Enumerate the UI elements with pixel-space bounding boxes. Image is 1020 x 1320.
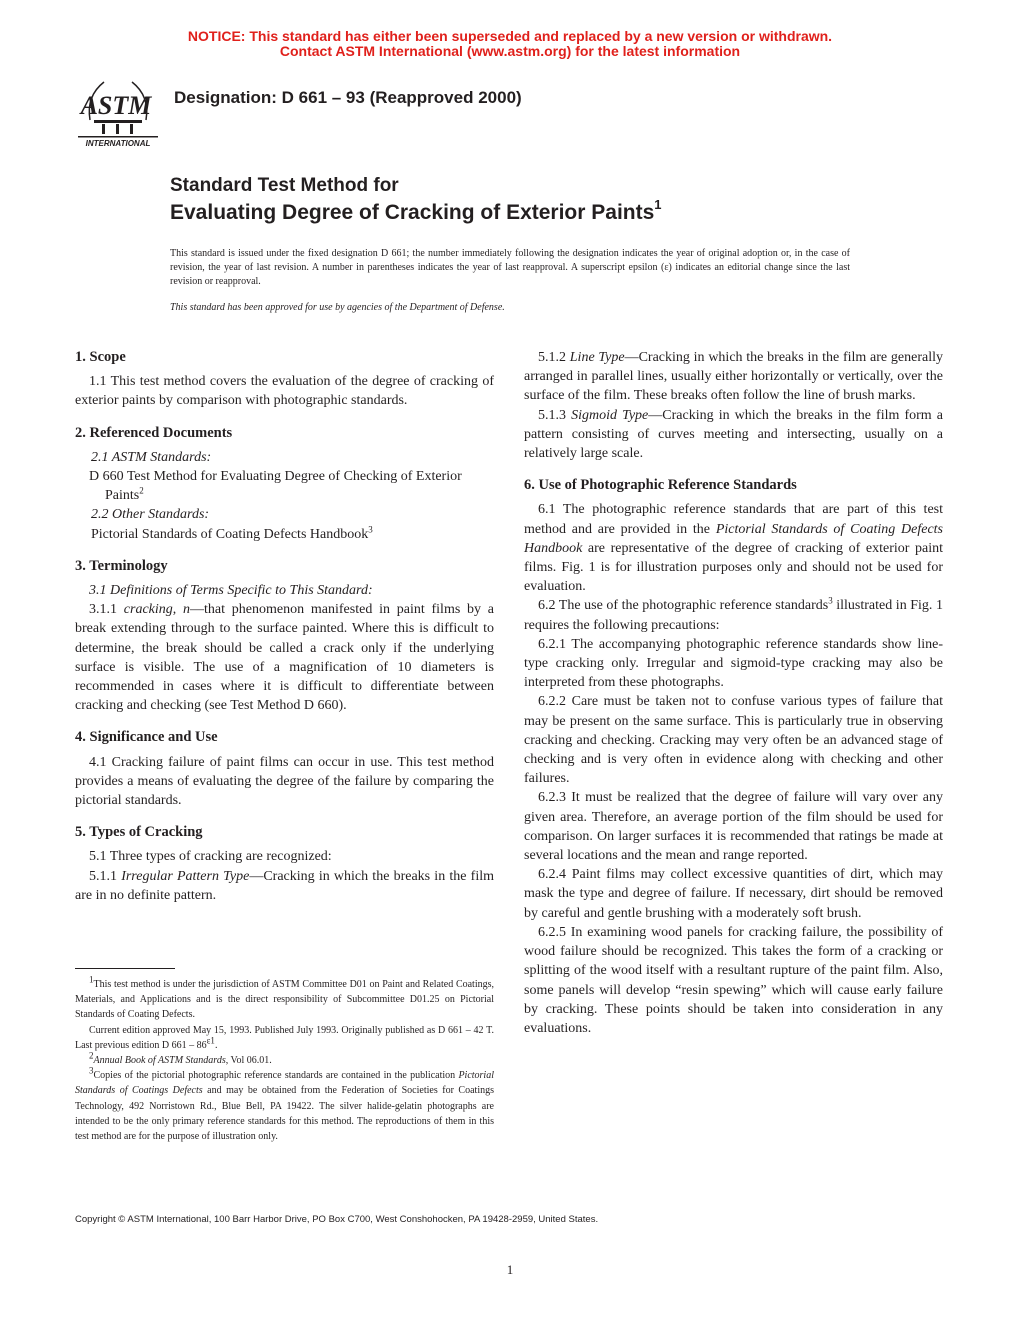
preface-dod: This standard has been approved for use by agencies of the Department of Defense. [170,302,505,313]
para-3-1-text: 3.1 Definitions of Terms Specific to This Standard: [89,583,373,599]
para-3-1-1: 3.1.1 cracking, n—that phenomenon manifested in paint films by a break extending through to the surface painted. Where this is difficult to determine, the break should be called a crack only if the underlying surface is visible. The use of a magnification of 10 diameters is recommended in cases where it is difficult to differentiate between cracking and checking (see Test Method D 660). [75,602,495,714]
para-5-1-2-num: 5.1.2 [538,350,566,365]
footnote-2-end: , Vol 06.01. [225,1055,272,1067]
para-6-1-b: are representative of the degree of cracking of exterior paint films. Fig. 1 is for illustration purposes only and should not be used for evaluation. [524,540,943,595]
ref-pictorial-sup: 3 [368,523,373,534]
label-other-standards [75,505,494,524]
para-5-1-1-name: Irregular Pattern Type [121,868,250,884]
footnote-1b-text: Current edition approved May 15, 1993. Published July 1993. Originally published as D 661 – 42 T. Last previous edition D 661 – 86 [75,1024,494,1051]
para-6-2-a: 6.2 The use of the photographic reference standards [538,598,829,614]
para-3-1 [75,581,494,600]
footnote-1-sup: 1 [89,974,94,985]
logo-text: ASTM [80,91,152,120]
para-5-1-3-num: 5.1.3 [538,407,566,423]
para-6-2-3: 6.2.3 It must be realized that the degree of failure will vary over any given area. Therefore, an average portion of the film should be used for comparison. On larger surfaces it is recommended that ratings be made at several locations and the mean and range reported. [524,790,943,864]
para-6-1 [524,500,943,596]
para-6-1-a: 6.1 The photographic reference standards that are part of this test method and are provided in the [524,502,943,537]
ref-d660-sup: 2 [139,485,144,496]
label-astm-standards [75,448,494,467]
designation: Designation: D 661 – 93 (Reapproved 2000) [174,88,522,107]
term-name: cracking [123,602,173,618]
heading-significance: 4. Significance and Use [75,729,218,746]
footnote-2 [75,1050,494,1068]
para-5-1-1-text: —Cracking in which the breaks in the film are in no definite pattern. [75,868,495,903]
footnote-2-italic: Annual Book of ASTM Standards [93,1055,226,1067]
notice-line-2: Contact ASTM International (www.astm.org) for the latest information [279,43,741,59]
footnote-1 [75,974,494,1023]
para-5-1-3-text: —Cracking in which the breaks in the film form a pattern consisting of curves meeting and intersecting, usually on a relatively large scale. [524,407,943,462]
para-6-2-4: 6.2.4 Paint films may collect excessive quantities of dirt, which may mask the type and degree of failure. If necessary, dirt should be removed by careful and gentle brushing with a moderately soft brush. [524,867,943,921]
para-4-1: 4.1 Cracking failure of paint films can occur in use. This test method provides a means of evaluating the degree of the failure by comparing the pictorial standards. [75,754,494,809]
left-column [75,348,494,905]
para-5-1-2-name: Line Type [569,350,625,365]
ref-d660-text: D 660 Test Method for Evaluating Degree of Checking of Exterior Paints [89,469,462,504]
heading-photographic-standards: 6. Use of Photographic Reference Standards [524,477,797,494]
para-5-1-2-text: —Cracking in which the breaks in the film are generally arranged in parallel lines, usually either horizontally or vertically, over the surface of the film. These breaks often follow the line of brush marks. [524,350,943,404]
para-6-2-1: 6.2.1 The accompanying photographic reference standards show line-type cracking only. Irregular and sigmoid-type cracking may also be interpreted from these photographs. [524,636,943,691]
footnote-rule [75,968,175,969]
label-other-text: 2.2 Other Standards: [91,507,210,523]
footnote-3 [75,1065,494,1144]
footnote-3-a: Copies of the pictorial photographic reference standards are contained in the publication [93,1070,459,1082]
para-6-2-b: illustrated in Fig. 1 requires the following precautions: [524,598,943,633]
right-column [524,348,943,1038]
para-6-2-2: 6.2.2 Care must be taken not to confuse various types of failure that may be present on the same surface. This is particularly true in observing cracking and checking. Cracking may very often be an advanced stage of checking and is very often in evidence along with checking and other failures. [524,694,943,787]
label-astm-text: 2.1 ASTM Standards: [91,449,212,465]
para-5-1: 5.1 Three types of cracking are recognized: [89,849,332,865]
title-line-2 [170,199,662,225]
footnote-1b [75,1023,494,1053]
title-footnote-ref: 1 [654,197,662,212]
title-line-1: Standard Test Method for [170,175,399,196]
heading-referenced-documents: 2. Referenced Documents [75,424,233,441]
footnote-1-text: This test method is under the jurisdiction of ASTM Committee D01 on Paint and Related Coatings, Materials, and Applications and is the direct responsibility of Subcommittee D01.25 on Pictorial Standards of Coating Defects. [75,979,494,1021]
heading-types-of-cracking: 5. Types of Cracking [75,824,203,841]
footnote-3-b: and may be obtained from the Federation of Societies for Coatings Technology, 492 Norristown Rd., Blue Bell, PA 19422. The silver halide-gelatin photographs are intended to be the only primary reference standards for this method. The reproductions of them in this test method are for the purpose of illustration only. [75,1085,494,1143]
para-6-1-italic: Pictorial Standards of Coating Defects Handbook [524,521,944,556]
copyright: Copyright © ASTM International, 100 Barr Harbor Drive, PO Box C700, West Conshohocken, PA 19428-2959, United States. [75,1214,599,1225]
footnote-1b-end: . [214,1039,218,1051]
footnote-3-italic: Pictorial Standards of Coatings Defects [75,1070,494,1097]
logo-subtext: INTERNATIONAL [85,139,151,148]
term-pos: n [183,602,191,618]
preface-issued: This standard is issued under the fixed designation D 661; the number immediately following the designation indicates the year of original adoption or, in the case of revision, the year of last revision. A number in parentheses indicates the year of last reapproval. A superscript epsilon (ε) indicates an editorial change since the last revision or reapproval. [170,248,850,287]
ref-pictorial [75,525,494,544]
astm-logo [76,76,160,150]
para-6-2 [524,596,943,634]
heading-scope: 1. Scope [75,349,126,365]
ref-pictorial-text: Pictorial Standards of Coating Defects Handbook [91,526,369,542]
notice-line-1: NOTICE: This standard has either been superseded and replaced by a new version or withdrawn. [187,28,833,44]
heading-terminology: 3. Terminology [75,557,168,574]
footnote-1b-sup: ε1 [206,1035,215,1046]
para-5-1-1-num: 5.1.1 [89,868,117,884]
title-text: Evaluating Degree of Cracking of Exterior Paints [170,201,655,224]
term-number: 3.1.1 [89,602,117,618]
para-5-1-3-name: Sigmoid Type [571,407,649,423]
term-definition: —that phenomenon manifested in paint films by a break extending through to the surface painted. Where this is difficult to determine, the break should be called a crack only if the underlying surface is visible. The use of a magnification of 10 diameters is recommended in cases where it is difficult to differentiate between cracking and checking (see Test Method D 660). [75,602,495,714]
para-5-1-2 [524,348,943,406]
footnote-3-sup: 3 [89,1065,94,1076]
para-6-2-5: 6.2.5 In examining wood panels for cracking failure, the possibility of wood failure should be recognized. This takes the form of a cracking or splitting of the wood itself with a resultant rupture of the paint film. Also, some panels will develop “resin spewing” which will cause early failure by cracking. These points should be taken into consideration in any evaluations. [524,924,943,1036]
para-6-2-sup: 3 [828,595,833,606]
para-5-1-3 [524,406,943,464]
ref-d660 [75,467,494,505]
page-number: 1 [506,1262,514,1277]
para-1-1: 1.1 This test method covers the evaluation of the degree of cracking of exterior paints by comparison with photographic standards. [75,374,494,409]
footnote-2-sup: 2 [89,1050,94,1061]
footnotes [75,974,494,1144]
para-5-1-1 [75,867,494,905]
